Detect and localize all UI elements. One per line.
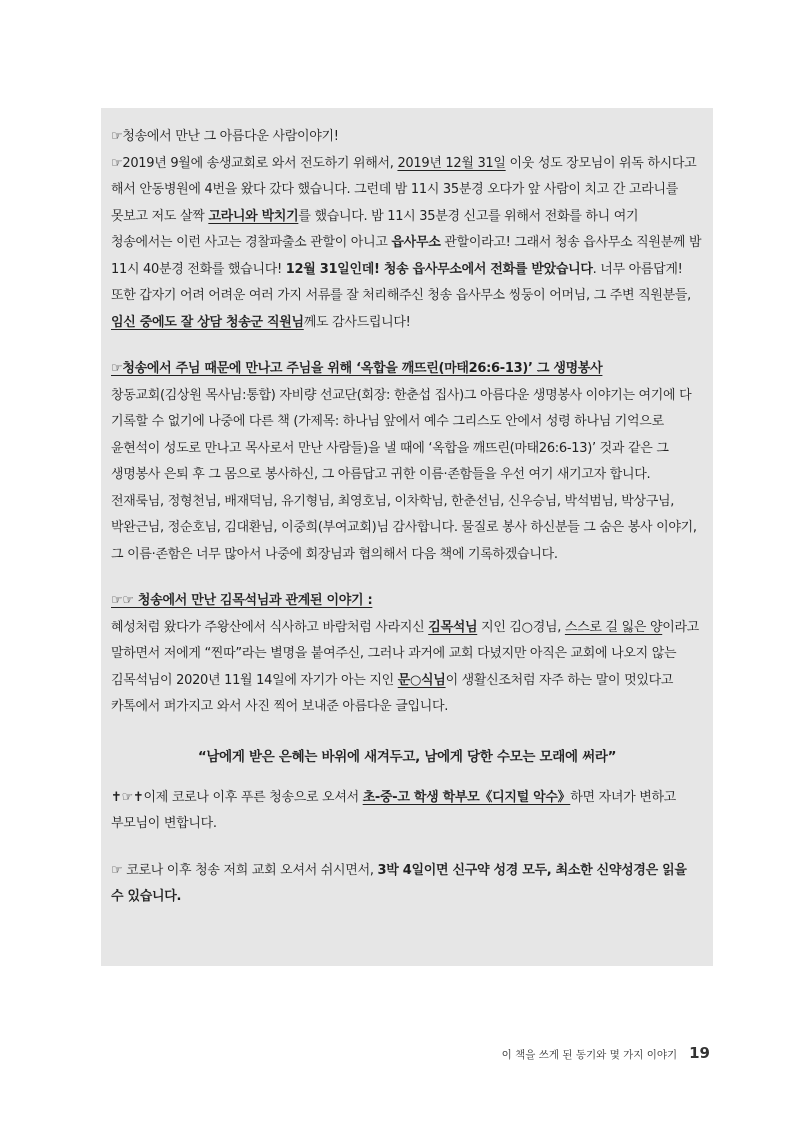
text-span: 3박 4일이면 신구약 성경 모두, 최소한 신약성경은 읽을 수 있습니다. <box>111 862 687 904</box>
text-span: 임신 중에도 잘 상담 청송군 직원님 <box>111 314 304 330</box>
section-title: ☞청송에서 주님 때문에 만나고 주님을 위해 ‘옥합을 깨뜨린(마태26:6-13)’ 그 생명봉사 <box>111 361 603 376</box>
text-span: ✝☞✝이제 코로나 이후 푸른 청송으로 오셔서 <box>111 789 363 805</box>
section-title: ☞☞ 청송에서 만난 김목석님과 관계된 이야기 : <box>111 593 373 608</box>
text-span: . 너무 아름답게! 또한 갑자기 어려 어려운 여러 가지 서류를 잘 처리해주신 청송 읍사무소 씽둥이 어머님, 그 주변 직원분들, <box>111 261 691 303</box>
text-span: 12월 31일인데! 청송 읍사무소에서 전화를 받았습니다 <box>285 261 593 277</box>
pointing-hand-icon: ☞ <box>111 155 123 171</box>
text-span: 혜성처럼 왔다가 주왕산에서 식사하고 바람처럼 사라지신 <box>111 619 429 635</box>
section-body: 창동교회(김상원 목사님:통합) 자비량 선교단(회장: 한춘섭 집사)그 아름다운 생명봉사 이야기는 여기에 다 기록할 수 없기에 나중에 다른 책 (가제목: 하나님 앞에서 예수 그리스도 안에서 성령 하나님 기억으로 윤현석이 성도로 만나고 목사로서 만난 사람들)을 낼 때에 ‘옥합을 깨뜨린(마태26:6-13)’ 것과 같은 그 생명봉사 은퇴 후 그 몸으로 봉사하신, 그 아름답고 귀한 이름·존함들을 우선 여기 새기고자 합니다. 전재룩님, 정형천님, 배재덕님, 유기형님, 최영호님, 이차학님, 한춘선님, 신우승님, 박석범님, 박상구님, 박완근님, 정순호님, 김대환님, 이중희(부여교회)님 감사합니다. 물질로 봉사 하신분들 그 숨은 봉사 이야기, 그 이름·존함은 너무 많아서 나중에 회장님과 협의해서 다음 책에 기록하겠습니다. <box>111 387 697 562</box>
text-span: 읍사무소 <box>391 235 441 250</box>
text-span: 스스로 길 잃은 양 <box>564 619 663 635</box>
text-span: ☞청송에서 만난 그 아름다운 사람이야기! <box>111 129 339 144</box>
quote-line: “남에게 받은 은혜는 바위에 새겨두고, 남에게 당한 수모는 모래에 써라” <box>197 748 617 765</box>
content-box <box>101 108 713 966</box>
paragraph-heading-1 <box>111 124 703 151</box>
paragraph-story-1 <box>111 151 703 337</box>
text-span: 이웃 성도 장모님이 위독 하시다고 해서 안동병원에 4번을 왔다 갔다 했습니다. 그런데 밤 11시 35분경 오다가 앞 사람이 치고 간 고라니를 못보고 저도 살짝 <box>111 155 697 224</box>
paragraph-bible-reading <box>111 858 703 911</box>
text-span: 초-중-고 학생 학부모《디지털 악수》 <box>362 789 571 805</box>
text-span: 를 했습니다. 밤 11시 35분경 신고를 위해서 전화를 하니 여기 청송에서는 이런 사고는 경찰파출소 관할이 아니고 <box>111 208 639 250</box>
text-span: 문○식님 <box>397 672 446 688</box>
text-span: 지인 김○경님, <box>477 619 565 635</box>
text-span: 께도 감사드립니다! <box>303 314 411 330</box>
text-span: 이 생활신조처럼 자주 하는 말이 멋있다고 카톡에서 퍼가지고 와서 사진 찍어 보내준 아름다운 글입니다. <box>111 672 674 714</box>
paragraph-digital-handshake <box>111 785 703 838</box>
text-span: 이라고 말하면서 저에게 “찐따”라는 별명을 붙여주신, 그러나 과거에 교회 다녔지만 아직은 교회에 나오지 않는 김목석님이 2020년 11월 14일에 자기가 아는 지인 <box>111 619 699 688</box>
text-span: 2019년 12월 31일 <box>397 155 506 171</box>
paragraph-section-3 <box>111 588 703 721</box>
page-footer <box>502 1044 710 1062</box>
running-title: 이 책을 쓰게 된 동기와 몇 가지 이야기 <box>501 1049 678 1061</box>
text-span: 관할이라고! 그래서 청송 읍사무소 직원분께 밤 11시 40분경 전화를 했습니다! <box>111 235 702 277</box>
text-span: 하면 자녀가 변하고 부모님이 변합니다. <box>111 789 677 831</box>
text-span: 김목석님 <box>428 619 478 635</box>
text-span: 고라니와 박치기 <box>208 208 299 224</box>
text-span: ☞ 코로나 이후 청송 저희 교회 오셔서 쉬시면서, <box>111 862 378 878</box>
page-number: 19 <box>689 1044 710 1062</box>
paragraph-section-2 <box>111 356 703 568</box>
text-span: 2019년 9월에 송생교회로 와서 전도하기 위해서, <box>122 155 398 171</box>
